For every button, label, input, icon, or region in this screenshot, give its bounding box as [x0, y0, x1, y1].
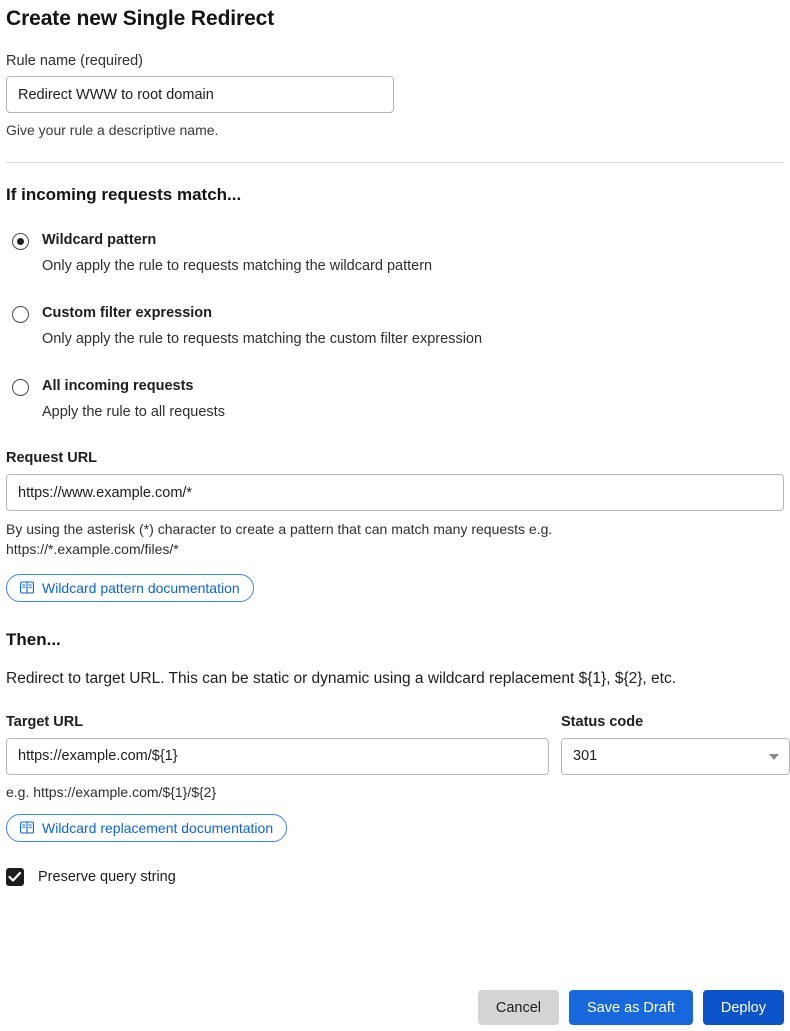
radio-option-wildcard-pattern[interactable] — [6, 231, 784, 276]
target-url-example: e.g. https://example.com/${1}/${2} — [6, 783, 217, 800]
page-title: Create new Single Redirect — [6, 7, 275, 30]
status-code-select[interactable] — [561, 738, 790, 775]
target-url-label: Target URL — [6, 713, 84, 730]
radio-option-custom-filter-expression[interactable] — [6, 304, 784, 349]
target-url-input[interactable] — [6, 738, 549, 775]
book-icon — [20, 821, 34, 834]
target-url-group — [6, 714, 549, 800]
radio-option-all-incoming-requests[interactable] — [6, 377, 784, 422]
status-code-value: 301 — [561, 738, 790, 775]
book-icon — [20, 581, 34, 594]
status-code-group — [561, 714, 790, 800]
preserve-query-string-row[interactable] — [6, 868, 784, 886]
wildcard-replacement-documentation-button[interactable] — [6, 814, 287, 842]
request-url-hint: By using the asterisk (*) character to create a pattern that can match many requests e.g. https://*.example.com/files/* — [6, 521, 553, 557]
rule-name-input[interactable] — [6, 76, 394, 113]
radio-icon — [12, 233, 29, 250]
chevron-down-icon — [769, 754, 779, 760]
radio-option-description: Apply the rule to all requests — [42, 403, 225, 420]
match-section-title: If incoming requests match... — [6, 185, 242, 204]
doc-link-label: Wildcard pattern documentation — [42, 579, 240, 596]
radio-option-title: All incoming requests — [42, 378, 194, 395]
match-radio-group — [6, 231, 784, 422]
checkbox-icon[interactable] — [6, 868, 24, 886]
radio-option-description: Only apply the rule to requests matching the custom filter expression — [42, 330, 483, 347]
radio-icon — [12, 306, 29, 323]
request-url-input[interactable] — [6, 474, 784, 511]
deploy-button[interactable]: Deploy — [703, 990, 784, 1025]
then-section-description: Redirect to target URL. This can be static or dynamic using a wildcard replacement ${1}, ${2}, etc. — [6, 669, 677, 687]
save-as-draft-button[interactable]: Save as Draft — [569, 990, 693, 1025]
request-url-label: Request URL — [6, 450, 98, 467]
rule-name-helper: Give your rule a descriptive name. — [6, 122, 219, 138]
section-divider — [6, 162, 784, 163]
cancel-button[interactable]: Cancel — [478, 990, 559, 1025]
form-footer — [478, 990, 784, 1025]
status-code-label: Status code — [561, 713, 644, 730]
then-section-title: Then... — [6, 629, 61, 649]
radio-option-title: Custom filter expression — [42, 305, 213, 322]
radio-option-description: Only apply the rule to requests matching the wildcard pattern — [42, 257, 433, 274]
target-url-row — [6, 714, 784, 800]
radio-option-title: Wildcard pattern — [42, 232, 157, 248]
rule-name-label: Rule name (required) — [6, 53, 144, 69]
preserve-query-string-label: Preserve query string — [38, 868, 176, 885]
wildcard-pattern-documentation-button[interactable] — [6, 574, 254, 602]
radio-icon — [12, 379, 29, 396]
doc-link-label: Wildcard replacement documentation — [42, 819, 274, 836]
